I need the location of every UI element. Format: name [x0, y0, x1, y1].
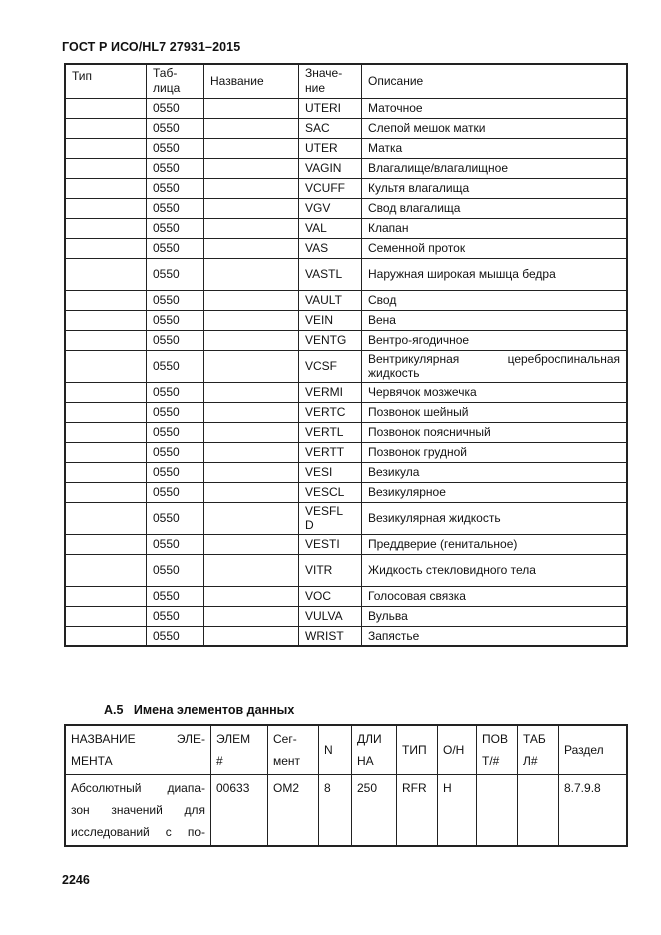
value-cell: VERTL — [299, 422, 362, 442]
table-cell: 0550 — [147, 606, 204, 626]
value-cell: VESI — [299, 462, 362, 482]
name-cell — [204, 310, 299, 330]
description-cell: Везикулярное — [362, 482, 628, 502]
name-cell — [204, 350, 299, 382]
value-cell: VAULT — [299, 290, 362, 310]
table-cell: 0550 — [147, 350, 204, 382]
type-cell — [65, 218, 147, 238]
description-cell: Вена — [362, 310, 628, 330]
description-cell: Свод — [362, 290, 628, 310]
table-cell: 0550 — [147, 158, 204, 178]
type-cell — [65, 626, 147, 646]
type-cell — [65, 534, 147, 554]
description-cell: Семенной проток — [362, 238, 628, 258]
type-cell — [65, 482, 147, 502]
table-row — [65, 534, 627, 554]
value-cell: VERTT — [299, 442, 362, 462]
name-cell — [204, 442, 299, 462]
description-cell: Жидкость стекловидного тела — [362, 554, 628, 586]
elements-table-body — [65, 775, 627, 847]
description-cell: Вульва — [362, 606, 628, 626]
name-cell — [204, 502, 299, 534]
table-cell: 0550 — [147, 310, 204, 330]
code-table-body — [65, 98, 627, 646]
description-cell: Позвонок поясничный — [362, 422, 628, 442]
name-cell — [204, 218, 299, 238]
name-cell — [204, 238, 299, 258]
value-cell: VESFL D — [299, 502, 362, 534]
table-cell: 0550 — [147, 534, 204, 554]
table-row — [65, 502, 627, 534]
name-cell — [204, 158, 299, 178]
description-cell: Клапан — [362, 218, 628, 238]
value-cell: VERMI — [299, 382, 362, 402]
col-header-name: Название — [204, 64, 299, 98]
description-cell: Маточное — [362, 98, 628, 118]
table-cell: 0550 — [147, 138, 204, 158]
table-row — [65, 330, 627, 350]
value-cell: VOC — [299, 586, 362, 606]
value-cell: VESCL — [299, 482, 362, 502]
name-cell — [204, 586, 299, 606]
table-cell: 0550 — [147, 422, 204, 442]
table-cell: 0550 — [147, 626, 204, 646]
code-table — [64, 63, 628, 647]
type-cell — [65, 310, 147, 330]
type-cell — [65, 422, 147, 442]
col-header-type: Тип — [65, 64, 147, 98]
table-number-cell — [518, 775, 559, 847]
name-cell — [204, 290, 299, 310]
value-cell: VERTC — [299, 402, 362, 422]
segment-cell: OM2 — [268, 775, 319, 847]
description-cell: Запястье — [362, 626, 628, 646]
value-cell: VCUFF — [299, 178, 362, 198]
table-row — [65, 238, 627, 258]
element-number-cell: 00633 — [211, 775, 268, 847]
optionality-cell: Н — [438, 775, 477, 847]
description-cell: Голосовая связка — [362, 586, 628, 606]
name-cell — [204, 198, 299, 218]
page-number: 2246 — [62, 873, 90, 887]
table-cell: 0550 — [147, 382, 204, 402]
table-cell: 0550 — [147, 218, 204, 238]
name-cell — [204, 138, 299, 158]
table-row — [65, 218, 627, 238]
name-cell — [204, 178, 299, 198]
type-cell — [65, 158, 147, 178]
name-cell — [204, 98, 299, 118]
col-header-table-number: ТАБ Л# — [518, 725, 559, 775]
table-row — [65, 554, 627, 586]
table-row — [65, 198, 627, 218]
section-cell: 8.7.9.8 — [559, 775, 628, 847]
type-cell — [65, 290, 147, 310]
table-row — [65, 462, 627, 482]
col-header-type: ТИП — [397, 725, 438, 775]
table-row — [65, 382, 627, 402]
name-cell — [204, 382, 299, 402]
value-cell: VITR — [299, 554, 362, 586]
name-cell — [204, 482, 299, 502]
table-row — [65, 422, 627, 442]
table-row — [65, 138, 627, 158]
col-header-value: Значе- ние — [299, 64, 362, 98]
value-cell: UTERI — [299, 98, 362, 118]
value-cell: VCSF — [299, 350, 362, 382]
table-row — [65, 626, 627, 646]
col-header-description: Описание — [362, 64, 628, 98]
col-header-element-number: ЭЛЕМ # — [211, 725, 268, 775]
value-cell: VGV — [299, 198, 362, 218]
elements-table — [64, 724, 628, 847]
description-cell: Матка — [362, 138, 628, 158]
table-cell: 0550 — [147, 586, 204, 606]
value-cell: VASTL — [299, 258, 362, 290]
table-cell: 0550 — [147, 462, 204, 482]
col-header-length: ДЛИ НА — [352, 725, 397, 775]
description-cell: Свод влагалища — [362, 198, 628, 218]
type-cell — [65, 138, 147, 158]
description-cell: Слепой мешок матки — [362, 118, 628, 138]
type-cell — [65, 462, 147, 482]
table-row — [65, 118, 627, 138]
type-cell — [65, 118, 147, 138]
description-cell: Везикула — [362, 462, 628, 482]
document-header: ГОСТ Р ИСО/HL7 27931–2015 — [62, 40, 241, 54]
section-title: А.5 Имена элементов данных — [104, 703, 295, 717]
table-cell: 0550 — [147, 198, 204, 218]
length-cell: 250 — [352, 775, 397, 847]
col-header-element-name: НАЗВАНИЕ ЭЛЕ- МЕНТА — [65, 725, 211, 775]
type-cell — [65, 502, 147, 534]
col-header-table: Таб- лица — [147, 64, 204, 98]
table-cell: 0550 — [147, 482, 204, 502]
table-cell: 0550 — [147, 118, 204, 138]
name-cell — [204, 606, 299, 626]
type-cell — [65, 442, 147, 462]
value-cell: VAL — [299, 218, 362, 238]
description-cell: Наружная широкая мышца бедра — [362, 258, 628, 290]
code-table-header-row — [65, 64, 627, 98]
type-cell — [65, 178, 147, 198]
value-cell: VAGIN — [299, 158, 362, 178]
col-header-n: N — [319, 725, 352, 775]
type-cell — [65, 198, 147, 218]
element-name-cell: Абсолютный диапа- зон значений для исследований с по- — [65, 775, 211, 847]
description-cell: Вентрикулярная цереброспинальная жидкость — [362, 350, 628, 382]
value-cell: VEIN — [299, 310, 362, 330]
value-cell: VENTG — [299, 330, 362, 350]
col-header-section: Раздел — [559, 725, 628, 775]
table-row — [65, 290, 627, 310]
table-row — [65, 606, 627, 626]
type-cell — [65, 258, 147, 290]
type-cell — [65, 238, 147, 258]
type-cell — [65, 350, 147, 382]
type-cell — [65, 382, 147, 402]
type-cell — [65, 586, 147, 606]
table-row — [65, 586, 627, 606]
table-cell: 0550 — [147, 330, 204, 350]
value-cell: WRIST — [299, 626, 362, 646]
table-row — [65, 402, 627, 422]
table-row — [65, 98, 627, 118]
name-cell — [204, 534, 299, 554]
table-cell: 0550 — [147, 178, 204, 198]
table-row — [65, 775, 627, 847]
name-cell — [204, 462, 299, 482]
name-cell — [204, 258, 299, 290]
type-cell — [65, 554, 147, 586]
name-cell — [204, 402, 299, 422]
value-cell: VESTI — [299, 534, 362, 554]
table-cell: 0550 — [147, 238, 204, 258]
table-row — [65, 178, 627, 198]
type-cell — [65, 606, 147, 626]
table-cell: 0550 — [147, 98, 204, 118]
table-cell: 0550 — [147, 290, 204, 310]
table-cell: 0550 — [147, 442, 204, 462]
type-cell — [65, 98, 147, 118]
name-cell — [204, 626, 299, 646]
value-cell: SAC — [299, 118, 362, 138]
value-cell: UTER — [299, 138, 362, 158]
description-cell: Вентро-ягодичное — [362, 330, 628, 350]
description-cell: Влагалище/влагалищное — [362, 158, 628, 178]
value-cell: VULVA — [299, 606, 362, 626]
table-row — [65, 350, 627, 382]
description-cell: Позвонок грудной — [362, 442, 628, 462]
type-cell: RFR — [397, 775, 438, 847]
description-cell: Везикулярная жидкость — [362, 502, 628, 534]
table-row — [65, 158, 627, 178]
name-cell — [204, 330, 299, 350]
name-cell — [204, 422, 299, 442]
table-row — [65, 258, 627, 290]
description-cell: Позвонок шейный — [362, 402, 628, 422]
description-cell: Преддверие (генитальное) — [362, 534, 628, 554]
name-cell — [204, 118, 299, 138]
table-cell: 0550 — [147, 402, 204, 422]
table-row — [65, 310, 627, 330]
table-cell: 0550 — [147, 502, 204, 534]
value-cell: VAS — [299, 238, 362, 258]
table-row — [65, 482, 627, 502]
elements-table-header-row — [65, 725, 627, 775]
table-cell: 0550 — [147, 258, 204, 290]
type-cell — [65, 402, 147, 422]
n-cell: 8 — [319, 775, 352, 847]
col-header-segment: Сег- мент — [268, 725, 319, 775]
description-cell: Культя влагалища — [362, 178, 628, 198]
col-header-repeat: ПОВ Т/# — [477, 725, 518, 775]
col-header-optionality: О/Н — [438, 725, 477, 775]
description-cell: Червячок мозжечка — [362, 382, 628, 402]
repeat-cell — [477, 775, 518, 847]
table-cell: 0550 — [147, 554, 204, 586]
name-cell — [204, 554, 299, 586]
type-cell — [65, 330, 147, 350]
table-row — [65, 442, 627, 462]
